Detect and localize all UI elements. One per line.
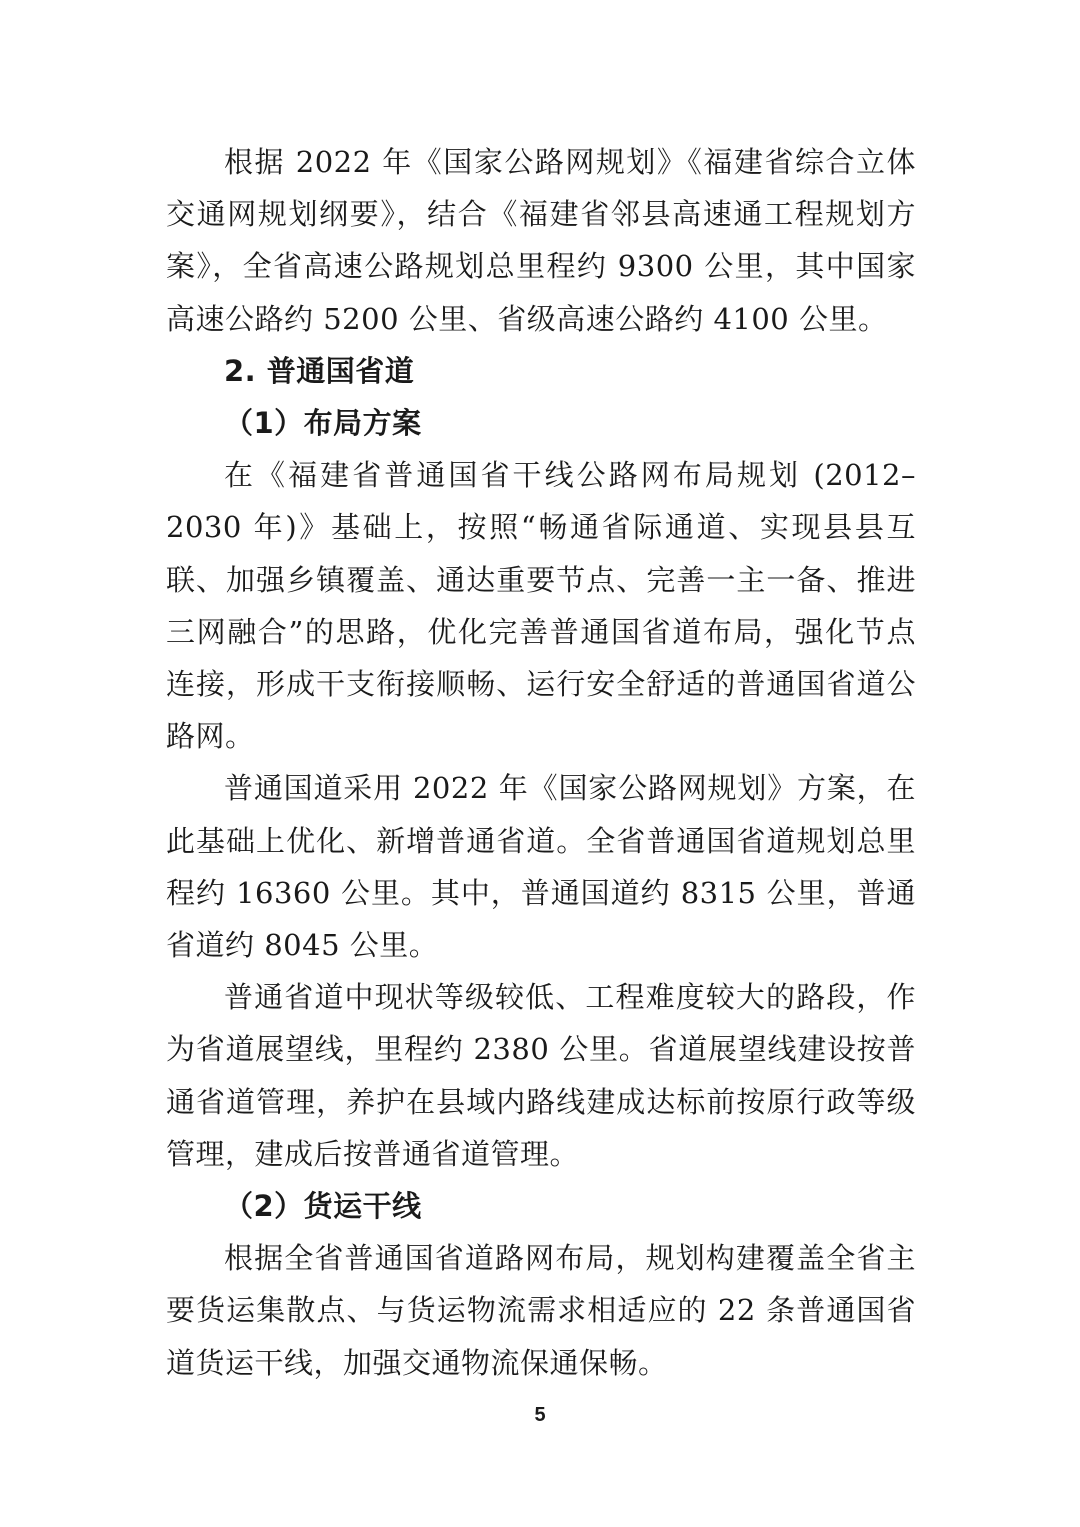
subsection-heading-freight-trunk: （2）货运干线 <box>224 1189 422 1224</box>
paragraph-freight-trunk: 根据全省普通国省道路网布局，规划构建覆盖全省主要货运集散点、与货运物流需求相适应的 22 条普通国省道货运干线，加强交通物流保通保畅。 <box>166 1241 916 1380</box>
section-heading-ordinary-roads: 2. 普通国省道 <box>224 353 415 388</box>
paragraph-expressway-mileage: 根据 2022 年《国家公路网规划》《福建省综合立体交通网规划纲要》，结合《福建省邻县高速通工程规划方案》，全省高速公路规划总里程约 9300 公里，其中国家高速公路约 5200 公里、省级高速公路约 4100 公里。 <box>166 145 916 336</box>
subsection-heading-layout-plan: （1）布局方案 <box>224 406 422 441</box>
body-text <box>166 136 916 1389</box>
paragraph-outlook-lines: 普通省道中现状等级较低、工程难度较大的路段，作为省道展望线，里程约 2380 公里。省道展望线建设按普通省道管理，养护在县域内路线建成达标前按原行政等级管理，建成后按普通省道管理。 <box>166 980 916 1171</box>
paragraph-national-roads: 普通国道采用 2022 年《国家公路网规划》方案，在此基础上优化、新增普通省道。全省普通国省道规划总里程约 16360 公里。其中，普通国道约 8315 公里，普通省道约 8045 公里。 <box>166 771 916 963</box>
paragraph-layout-plan: 在《福建省普通国省干线公路网布局规划 (2012–2030 年)》基础上，按照“畅通省际通道、实现县县互联、加强乡镇覆盖、通达重要节点、完善一主一备、推进三网融合”的思路，优化完善普通国省道布局，强化节点连接，形成干支衔接顺畅、运行安全舒适的普通国省道公路网。 <box>166 458 916 754</box>
page-number: 5 <box>534 1404 546 1426</box>
